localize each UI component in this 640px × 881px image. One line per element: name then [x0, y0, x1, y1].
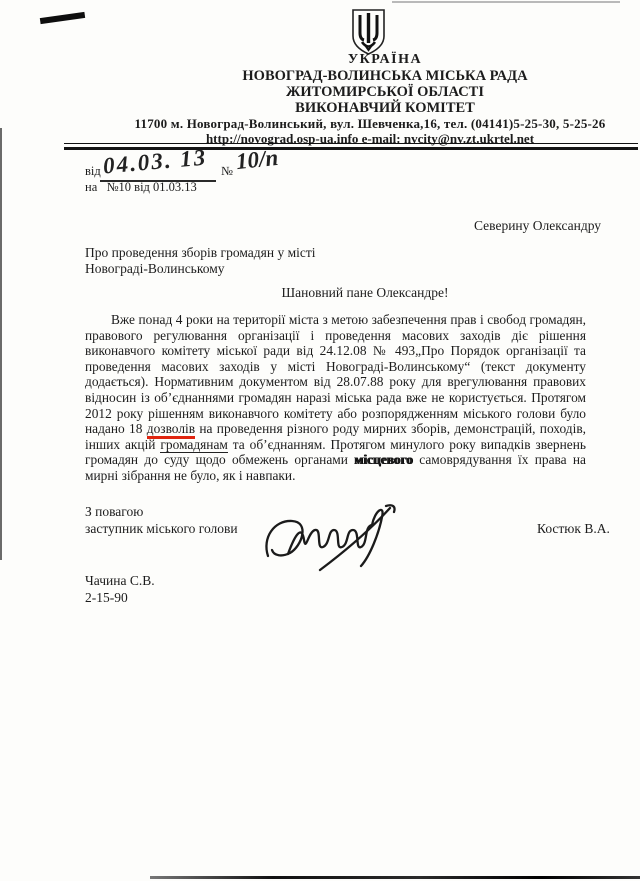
body-text-end: самоврядування їх права на мирні зібрання не було, як і навпаки.: [85, 452, 586, 483]
ref-reply-to-line: на №10 від 01.03.13: [85, 180, 197, 194]
header-org-name: НОВОГРАД-ВОЛИНСЬКА МІСЬКА РАДА: [242, 68, 528, 84]
ref-date-handwritten: 04.03. 13: [102, 144, 209, 179]
header-org-region: ЖИТОМИРСЬКОЇ ОБЛАСТІ: [286, 84, 484, 100]
scan-artifact-top-left-bar: [40, 12, 85, 24]
body-text-mid: на проведення різного роду мирних зборів, демонстрацій, походів, інших акцій: [85, 421, 586, 452]
ref-number-label: №: [221, 164, 233, 178]
subject-line-2: Новограді-Волинському: [85, 261, 225, 276]
scan-artifact-left-edge-line: [0, 128, 2, 560]
ukraine-trident-coat-of-arms-icon: [350, 9, 387, 56]
scan-artifact-top-right-line: [392, 1, 620, 3]
executor-name: Чачина С.В.: [85, 573, 155, 588]
subject-line-1: Про проведення зборів громадян у місті: [85, 245, 316, 260]
body-text-after: та об’єднанням. Протягом минулого року випадків звернень громадян до суду щодо обмежень органами: [85, 436, 586, 468]
executor-phone: 2-15-90: [85, 590, 128, 605]
handwritten-signature: [262, 490, 417, 578]
body-text-smudged-word: місцевого: [354, 452, 413, 468]
subject-block: [85, 245, 316, 277]
salutation: Шановний пане Олександре!: [281, 285, 449, 300]
body-text-red-underlined: дозволів: [147, 421, 195, 439]
ref-number-handwritten: 10/п: [234, 144, 280, 175]
scan-artifact-bottom-line: [150, 876, 640, 879]
header-country: УКРАЇНА: [347, 52, 423, 67]
header-org-committee: ВИКОНАВЧИЙ КОМІТЕТ: [295, 100, 475, 116]
header-postal-address: 11700 м. Новоград-Волинський, вул. Шевченка,16, тел. (04141)5-25-30, 5-25-26: [134, 116, 606, 131]
body-text-intro: Вже понад 4 роки на території міста з метою забезпечення прав і свобод громадян, правового регулювання організації і проведення масових заходів діє рішення виконавчого комітету міської ради від 24.12.08 № 493„Про Порядок організації та проведення масових заходів у місті Новограді-Волинському“ (текст документу додається). Нормативним документом від 28.07.88 року для врегулювання правових відносин із об’єднаннями громадян наразі міська рада вже не користується. Протягом 2012 року рішенням виконавчого комітету або розпорядженням міського голови було надано 18: [85, 312, 586, 437]
body-text-black-underlined: громадянам: [160, 436, 228, 452]
ref-from-label: від: [85, 164, 101, 178]
header-web-email: http://novograd.osp-ua.info e-mail: nvcity@nv.zt.ukrtel.net: [205, 131, 535, 146]
closing-regards: З повагою: [85, 504, 144, 519]
addressee-name: Северину Олександру: [474, 218, 602, 233]
signer-name: Костюк В.А.: [537, 521, 610, 536]
closing-position-title: заступник міського голови: [85, 521, 238, 536]
letter-body-paragraph: [85, 312, 586, 484]
